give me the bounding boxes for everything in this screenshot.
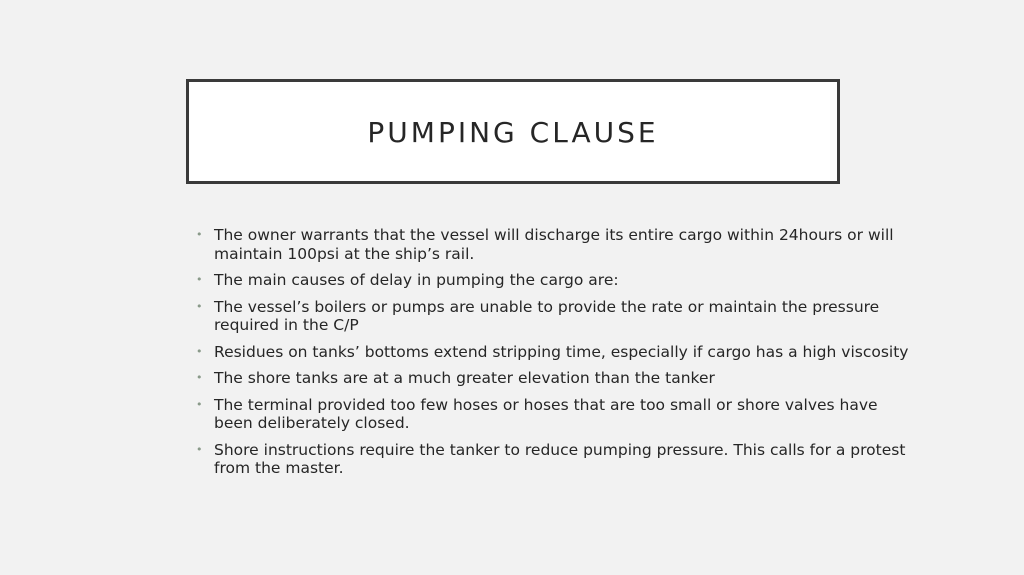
bullet-item: [196, 298, 916, 335]
bullet-text: The terminal provided too few hoses or hoses that are too small or shore valves have been deliberately closed.: [214, 395, 878, 432]
bullet-item: [196, 396, 916, 433]
bullet-text: The shore tanks are at a much greater elevation than the tanker: [214, 369, 715, 387]
bullet-item: [196, 369, 916, 388]
title-box: [186, 79, 840, 184]
bullet-icon: •: [196, 371, 203, 384]
bullet-item: [196, 343, 916, 362]
bullet-icon: •: [196, 397, 203, 411]
bullet-icon: •: [196, 442, 203, 456]
bullet-list: [196, 226, 916, 486]
bullet-icon: •: [196, 344, 203, 358]
bullet-text: Shore instructions require the tanker to reduce pumping pressure. This calls for a protest from the master.: [214, 440, 906, 477]
bullet-icon: •: [196, 299, 203, 313]
bullet-icon: •: [196, 273, 203, 286]
bullet-text: The owner warrants that the vessel will discharge its entire cargo within 24hours or will maintain 100psi at the ship’s rail.: [214, 226, 894, 263]
bullet-text: Residues on tanks’ bottoms extend stripping time, especially if cargo has a high viscosity: [214, 342, 909, 361]
bullet-icon: •: [196, 228, 203, 241]
bullet-item: [196, 226, 916, 263]
slide-title: PUMPING CLAUSE: [367, 116, 659, 149]
bullet-item: [196, 441, 916, 478]
bullet-text: The vessel’s boilers or pumps are unable to provide the rate or maintain the pressure required in the C/P: [214, 297, 880, 334]
bullet-item: [196, 271, 916, 290]
bullet-text: The main causes of delay in pumping the cargo are:: [214, 271, 619, 289]
